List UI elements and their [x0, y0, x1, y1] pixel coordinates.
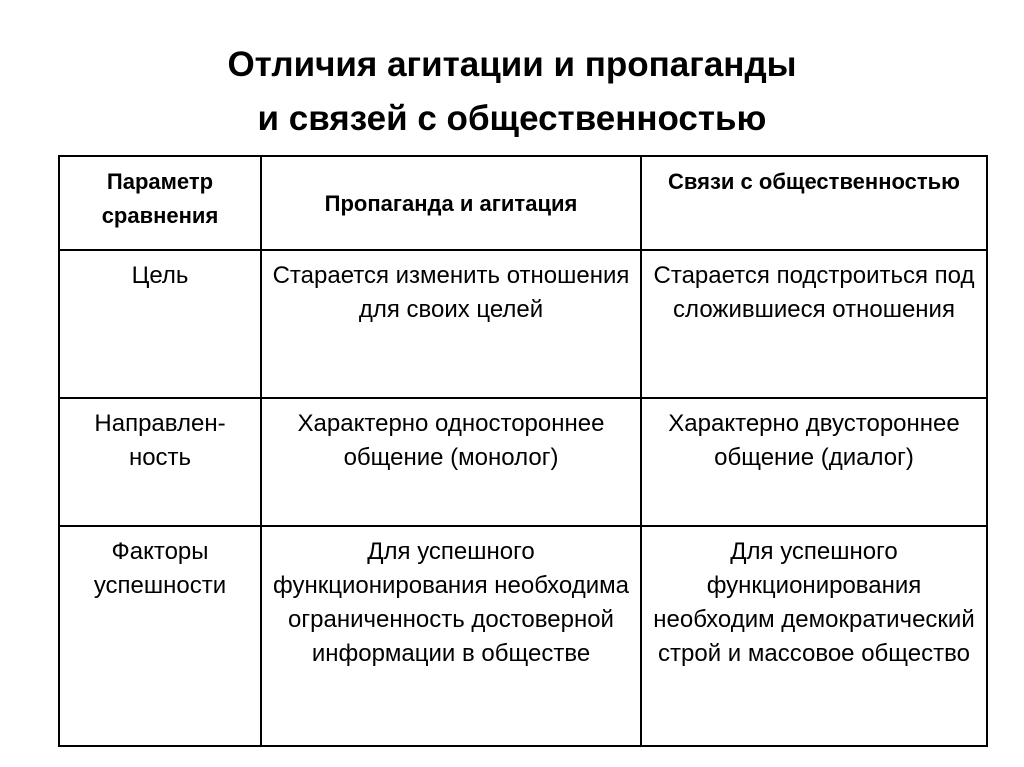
- row-pr-goal: Старается подстроиться под сложившиеся отношения: [641, 250, 987, 398]
- page-title: [0, 38, 1024, 146]
- row-pr-success-factors: Для успешного функционирования необходим демократический строй и массовое общество: [641, 526, 987, 746]
- row-param-goal: Цель: [59, 250, 261, 398]
- row-pr-direction: Характерно двустороннее общение (диалог): [641, 398, 987, 526]
- row-propaganda-goal: Старается изменить отношения для своих целей: [261, 250, 641, 398]
- page-title-line-1: Отличия агитации и пропаганды: [227, 45, 797, 84]
- row-param-success-factors: Факторы успешности: [59, 526, 261, 746]
- row-param-direction: Направлен-ность: [59, 398, 261, 526]
- comparison-table: [58, 155, 988, 747]
- header-param: Параметр сравнения: [59, 156, 261, 250]
- table-row: [59, 250, 987, 398]
- table-row: [59, 526, 987, 746]
- header-pr: Связи с общественностью: [641, 156, 987, 250]
- table-row: [59, 398, 987, 526]
- page-title-line-2: и связей с общественностью: [257, 99, 767, 138]
- row-propaganda-direction: Характерно одностороннее общение (монолог): [261, 398, 641, 526]
- header-propaganda: Пропаганда и агитация: [261, 156, 641, 250]
- table-header-row: [59, 156, 987, 250]
- row-propaganda-success-factors: Для успешного функционирования необходима ограниченность достоверной информации в обществе: [261, 526, 641, 746]
